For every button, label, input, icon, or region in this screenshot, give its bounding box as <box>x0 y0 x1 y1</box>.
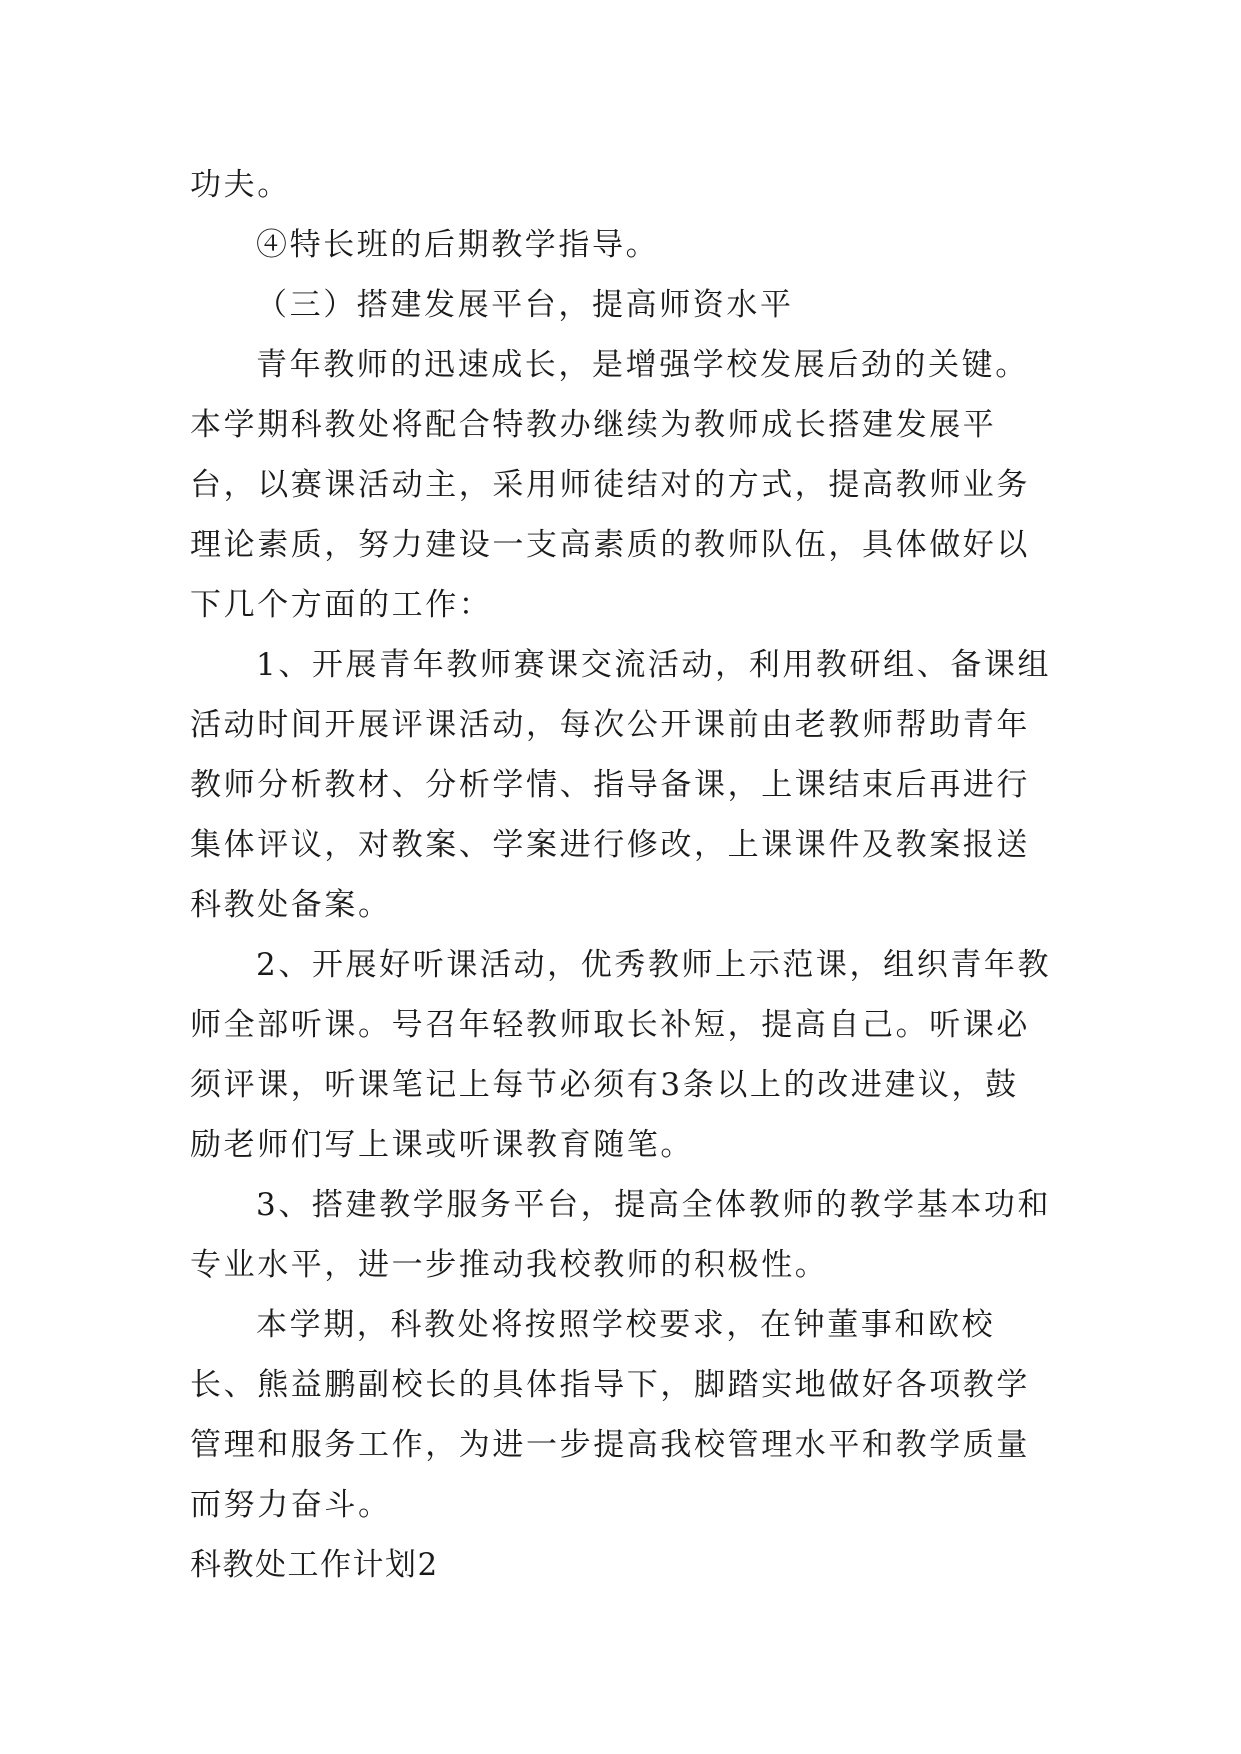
list-item-4: ④特长班的后期教学指导。 <box>256 227 660 263</box>
list-item-1: 1、开展青年教师赛课交流活动，利用教研组、备课组活动时间开展评课活动，每次公开课前由老教师帮助青年教师分析教材、分析学情、指导备课，上课结束后再进行集体评议，对教案、学案进行修改，上课课件及教案报送科教处备案。 <box>190 647 1052 923</box>
section-heading: （三）搭建发展平台，提高师资水平 <box>256 287 794 323</box>
next-document-title: 科教处工作计划2 <box>190 1547 439 1583</box>
list-item-2: 2、开展好听课活动，优秀教师上示范课，组织青年教师全部听课。号召年轻教师取长补短，提高自己。听课必须评课，听课笔记上每节必须有3条以上的改进建议，鼓励老师们写上课或听课教育随笔。 <box>190 947 1052 1163</box>
paragraph-intro: 青年教师的迅速成长，是增强学校发展后劲的关键。本学期科教处将配合特教办继续为教师成长搭建发展平台，以赛课活动主，采用师徒结对的方式，提高教师业务理论素质，努力建设一支高素质的教师队伍，具体做好以下几个方面的工作： <box>190 347 1030 623</box>
document-body <box>190 155 1052 1595</box>
list-item-3: 3、搭建教学服务平台，提高全体教师的教学基本功和专业水平，进一步推动我校教师的积极性。 <box>190 1187 1052 1283</box>
paragraph-continuation: 功夫。 <box>190 167 291 203</box>
paragraph-conclusion: 本学期，科教处将按照学校要求，在钟董事和欧校长、熊益鹏副校长的具体指导下，脚踏实地做好各项教学管理和服务工作，为进一步提高我校管理水平和教学质量而努力奋斗。 <box>190 1307 1030 1523</box>
